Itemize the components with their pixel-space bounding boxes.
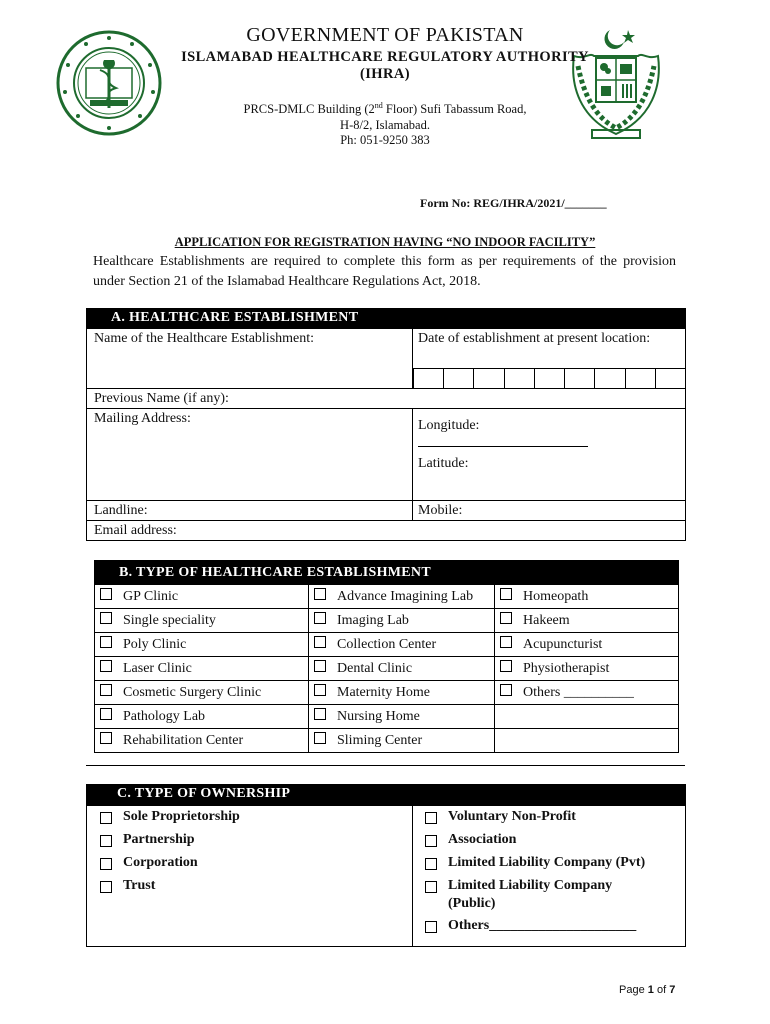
option-label: Voluntary Non-Profit	[448, 809, 576, 824]
checkbox-icon[interactable]	[314, 660, 326, 672]
checkbox-icon[interactable]	[425, 835, 437, 847]
establishment-type-row	[95, 681, 679, 705]
checkbox-option-pathology-lab[interactable]	[95, 705, 309, 729]
checkbox-icon[interactable]	[425, 812, 437, 824]
checkbox-icon[interactable]	[500, 612, 512, 624]
option-label: Sole Proprietorship	[123, 809, 240, 824]
option-label: Rehabilitation Center	[123, 732, 244, 748]
checkbox-option-single-speciality[interactable]	[95, 609, 309, 633]
ownership-option-sole-proprietorship[interactable]	[100, 808, 412, 831]
ownership-option-association[interactable]	[425, 831, 685, 854]
checkbox-option-laser-clinic[interactable]	[95, 657, 309, 681]
mobile-label: Mobile:	[418, 503, 463, 518]
ownership-option-corporation[interactable]	[100, 854, 412, 877]
checkbox-icon[interactable]	[314, 684, 326, 696]
checkbox-icon[interactable]	[425, 881, 437, 893]
option-label: Limited Liability Company (Public)	[448, 878, 613, 911]
checkbox-option-physiotherapist[interactable]	[495, 657, 679, 681]
ownership-option-others[interactable]	[425, 917, 685, 940]
option-label: Maternity Home	[337, 684, 430, 700]
option-label: Trust	[123, 878, 156, 893]
option-label: Pathology Lab	[123, 708, 206, 724]
option-label: Corporation	[123, 855, 198, 870]
ihra-seal-icon	[56, 30, 162, 136]
checkbox-option-nursing-home[interactable]	[309, 705, 495, 729]
checkbox-option-imaging-lab[interactable]	[309, 609, 495, 633]
option-label: Advance Imagining Lab	[337, 588, 474, 604]
establishment-type-row	[95, 705, 679, 729]
latitude-label: Latitude:	[418, 456, 469, 471]
option-label: Partnership	[123, 832, 195, 847]
ownership-option-limited-liability-company-pvt[interactable]	[425, 854, 685, 877]
form-number: Form No: REG/IHRA/2021/_______	[420, 196, 607, 210]
checkbox-option-maternity-home[interactable]	[309, 681, 495, 705]
checkbox-icon[interactable]	[100, 858, 112, 870]
government-title: GOVERNMENT OF PAKISTAN	[246, 24, 524, 46]
checkbox-icon[interactable]	[314, 708, 326, 720]
checkbox-option-hakeem[interactable]	[495, 609, 679, 633]
address-line1: PRCS-DMLC Building (2nd Floor) Sufi Tabassum Road,	[243, 101, 527, 117]
ownership-option-partnership[interactable]	[100, 831, 412, 854]
checkbox-icon[interactable]	[314, 732, 326, 744]
establishment-type-row	[95, 729, 679, 753]
option-label: Hakeem	[523, 612, 570, 628]
checkbox-icon[interactable]	[100, 636, 112, 648]
section-a-heading: A. HEALTHCARE ESTABLISHMENT	[87, 309, 686, 329]
option-label: Sliming Center	[337, 732, 423, 748]
option-label: Association	[448, 832, 517, 847]
empty-cell	[495, 705, 679, 729]
option-label: Imaging Lab	[337, 612, 409, 628]
option-label: Cosmetic Surgery Clinic	[123, 684, 262, 700]
establishment-type-row	[95, 657, 679, 681]
checkbox-icon[interactable]	[314, 612, 326, 624]
checkbox-icon[interactable]	[100, 684, 112, 696]
establishment-type-row	[95, 609, 679, 633]
checkbox-icon[interactable]	[100, 612, 112, 624]
ownership-right-column	[413, 806, 686, 947]
checkbox-icon[interactable]	[100, 708, 112, 720]
establishment-name-label: Name of the Healthcare Establishment:	[94, 331, 315, 346]
checkbox-icon[interactable]	[100, 588, 112, 600]
email-field[interactable]	[87, 521, 686, 541]
checkbox-option-collection-center[interactable]	[309, 633, 495, 657]
application-title: APPLICATION FOR REGISTRATION HAVING “NO INDOOR FACILITY”	[174, 235, 596, 249]
checkbox-icon[interactable]	[100, 812, 112, 824]
phone-number: Ph: 051-9250 383	[340, 133, 430, 148]
checkbox-icon[interactable]	[500, 684, 512, 696]
establishment-date-field[interactable]	[413, 329, 686, 389]
authority-title: ISLAMABAD HEALTHCARE REGULATORY AUTHORITY (IHRA)	[181, 49, 589, 82]
checkbox-option-others[interactable]	[495, 681, 679, 705]
empty-cell	[495, 729, 679, 753]
checkbox-option-acupuncturist[interactable]	[495, 633, 679, 657]
checkbox-option-dental-clinic[interactable]	[309, 657, 495, 681]
address-line2: H-8/2, Islamabad.	[340, 117, 430, 132]
checkbox-icon[interactable]	[314, 636, 326, 648]
email-label: Email address:	[94, 523, 177, 538]
section-a-table	[86, 308, 686, 541]
checkbox-icon[interactable]	[425, 858, 437, 870]
checkbox-icon[interactable]	[100, 660, 112, 672]
checkbox-option-gp-clinic[interactable]	[95, 585, 309, 609]
previous-name-label: Previous Name (if any):	[94, 391, 229, 406]
establishment-date-label: Date of establishment at present location:	[418, 331, 651, 346]
option-label: Poly Clinic	[123, 636, 187, 652]
checkbox-option-rehabilitation-center[interactable]	[95, 729, 309, 753]
landline-label: Landline:	[94, 503, 148, 518]
checkbox-icon[interactable]	[100, 835, 112, 847]
establishment-type-row	[95, 633, 679, 657]
date-boxes[interactable]	[413, 368, 685, 388]
option-label: GP Clinic	[123, 588, 179, 604]
option-label: Others __________	[523, 684, 634, 700]
checkbox-icon[interactable]	[314, 588, 326, 600]
checkbox-icon[interactable]	[500, 660, 512, 672]
section-divider	[86, 765, 685, 766]
checkbox-option-sliming-center[interactable]	[309, 729, 495, 753]
option-label: Acupuncturist	[523, 636, 603, 652]
section-c-heading: C. TYPE OF OWNERSHIP	[87, 785, 686, 806]
establishment-name-field[interactable]	[87, 329, 413, 389]
checkbox-icon[interactable]	[500, 636, 512, 648]
checkbox-option-poly-clinic[interactable]	[95, 633, 309, 657]
option-label: Physiotherapist	[523, 660, 610, 676]
ownership-option-limited-liability-company-public[interactable]	[425, 877, 685, 913]
checkbox-option-advance-imagining-lab[interactable]	[309, 585, 495, 609]
intro-paragraph: Healthcare Establishments are required to complete this form as per requirements of the provision under Section 21 of the Islamabad Healthcare Regulations Act, 2018.	[93, 254, 676, 289]
previous-name-field[interactable]	[87, 389, 686, 409]
mailing-address-label: Mailing Address:	[94, 411, 191, 426]
ownership-left-column	[87, 806, 413, 947]
option-label: Homeopath	[523, 588, 589, 604]
mobile-field[interactable]	[413, 501, 686, 521]
longitude-line[interactable]	[418, 445, 588, 447]
ownership-option-voluntary-non-profit[interactable]	[425, 808, 685, 831]
checkbox-icon[interactable]	[100, 732, 112, 744]
option-label: Limited Liability Company (Pvt)	[448, 855, 646, 870]
option-label: Others_____________________	[448, 918, 637, 933]
longitude-label: Longitude:	[418, 418, 480, 433]
coordinates-field[interactable]	[413, 409, 686, 501]
page-footer: Page 1 of 7	[619, 984, 676, 996]
checkbox-option-homeopath[interactable]	[495, 585, 679, 609]
ownership-option-trust[interactable]	[100, 877, 412, 900]
option-label: Collection Center	[337, 636, 437, 652]
mailing-address-field[interactable]	[87, 409, 413, 501]
option-label: Dental Clinic	[337, 660, 413, 676]
checkbox-icon[interactable]	[500, 588, 512, 600]
checkbox-icon[interactable]	[425, 921, 437, 933]
landline-field[interactable]	[87, 501, 413, 521]
checkbox-option-cosmetic-surgery-clinic[interactable]	[95, 681, 309, 705]
section-b-heading: B. TYPE OF HEALTHCARE ESTABLISHMENT	[95, 561, 679, 585]
establishment-type-row	[95, 585, 679, 609]
option-label: Nursing Home	[337, 708, 420, 724]
checkbox-icon[interactable]	[100, 881, 112, 893]
address-block	[180, 98, 590, 149]
option-label: Single speciality	[123, 612, 216, 628]
option-label: Laser Clinic	[123, 660, 192, 676]
section-c-table	[86, 784, 686, 947]
section-b-table	[94, 560, 679, 753]
